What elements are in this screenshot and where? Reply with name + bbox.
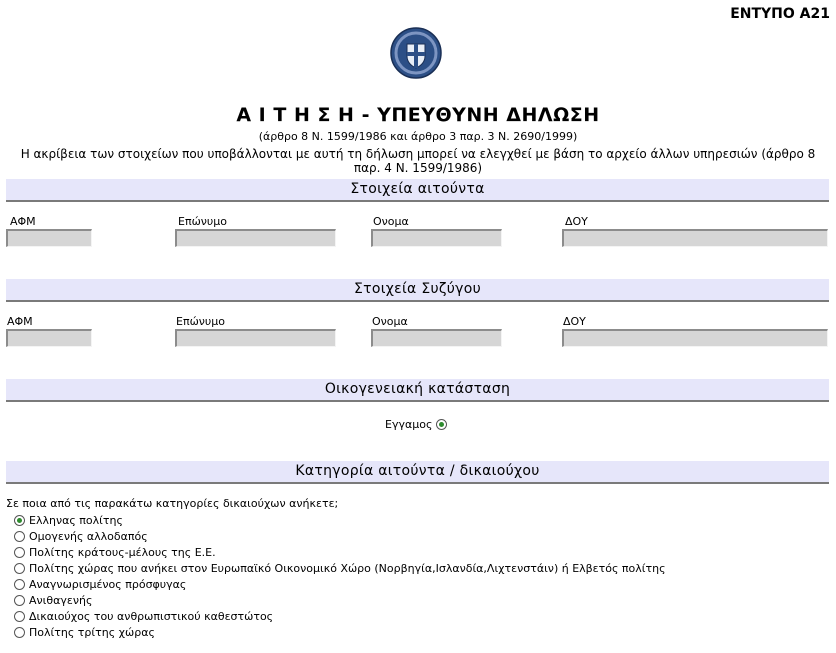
category-option-label: Πολίτης χώρας που ανήκει στον Ευρωπαϊκό Οικονομικό Χώρο (Νορβηγία,Ισλανδία,Λιχτενστάιν) ή Ελβετός πολίτης	[29, 561, 666, 575]
page-title: Α Ι Τ Η Σ Η - ΥΠΕΥΘΥΝΗ ΔΗΛΩΣΗ	[236, 104, 600, 126]
form-code: ΕΝΤΥΠΟ Α21	[730, 6, 830, 22]
category-option[interactable]	[14, 608, 666, 624]
spouse-name-field[interactable]	[371, 329, 502, 347]
category-option-label: Αναγνωρισμένος πρόσφυγας	[29, 577, 187, 591]
marital-option-married[interactable]	[385, 416, 447, 432]
marital-married-radio[interactable]	[436, 419, 447, 430]
category-option-label: Ανιθαγενής	[29, 593, 93, 607]
applicant-afm-label: ΑΦΜ	[10, 215, 36, 228]
applicant-name-label: Ονομα	[373, 215, 409, 228]
verification-note: Η ακρίβεια των στοιχείων που υποβάλλονται με αυτή τη δήλωση μπορεί να ελεγχθεί με βάση το αρχείο άλλων υπηρεσιών (άρθρο 8 παρ. 4 Ν. 1599/1986)	[20, 147, 816, 175]
greek-state-emblem-icon	[389, 26, 443, 80]
spouse-surname-label: Επώνυμο	[176, 315, 226, 328]
applicant-surname-field[interactable]	[175, 229, 336, 247]
category-option-label: Πολίτης κράτους-μέλους της Ε.Ε.	[29, 545, 216, 559]
category-radio[interactable]	[14, 531, 25, 542]
category-options-list	[14, 512, 666, 640]
category-option[interactable]	[14, 576, 666, 592]
category-radio[interactable]	[14, 547, 25, 558]
section-marital-heading: Οικογενειακή κατάσταση	[6, 379, 829, 402]
category-option[interactable]	[14, 624, 666, 640]
spouse-afm-field[interactable]	[6, 329, 92, 347]
category-radio[interactable]	[14, 579, 25, 590]
category-option-label: Πολίτης τρίτης χώρας	[29, 625, 155, 639]
legal-reference: (άρθρο 8 Ν. 1599/1986 και άρθρο 3 παρ. 3 Ν. 2690/1999)	[258, 130, 578, 143]
spouse-doy-field[interactable]	[562, 329, 828, 347]
spouse-afm-label: ΑΦΜ	[7, 315, 33, 328]
applicant-doy-field[interactable]	[562, 229, 828, 247]
category-option[interactable]	[14, 512, 666, 528]
applicant-doy-label: ΔΟΥ	[565, 215, 588, 228]
marital-option-label: Εγγαμος	[385, 417, 433, 431]
category-option[interactable]	[14, 560, 666, 576]
category-option-label: Ελληνας πολίτης	[29, 513, 123, 527]
category-option[interactable]	[14, 544, 666, 560]
category-radio[interactable]	[14, 595, 25, 606]
category-radio[interactable]	[14, 563, 25, 574]
section-category-heading: Κατηγορία αιτούντα / δικαιούχου	[6, 461, 829, 484]
category-question: Σε ποια από τις παρακάτω κατηγορίες δικαιούχων ανήκετε;	[6, 497, 339, 510]
spouse-surname-field[interactable]	[175, 329, 336, 347]
category-option-label: Ομογενής αλλοδαπός	[29, 529, 148, 543]
spouse-name-label: Ονομα	[372, 315, 408, 328]
applicant-surname-label: Επώνυμο	[178, 215, 228, 228]
category-radio[interactable]	[14, 627, 25, 638]
applicant-name-field[interactable]	[371, 229, 502, 247]
applicant-afm-field[interactable]	[6, 229, 92, 247]
section-applicant-heading: Στοιχεία αιτούντα	[6, 179, 829, 202]
category-radio[interactable]	[14, 611, 25, 622]
category-option[interactable]	[14, 592, 666, 608]
category-option[interactable]	[14, 528, 666, 544]
section-spouse-heading: Στοιχεία Συζύγου	[6, 279, 829, 302]
spouse-doy-label: ΔΟΥ	[563, 315, 586, 328]
category-option-label: Δικαιούχος του ανθρωπιστικού καθεστώτος	[29, 609, 274, 623]
category-radio[interactable]	[14, 515, 25, 526]
